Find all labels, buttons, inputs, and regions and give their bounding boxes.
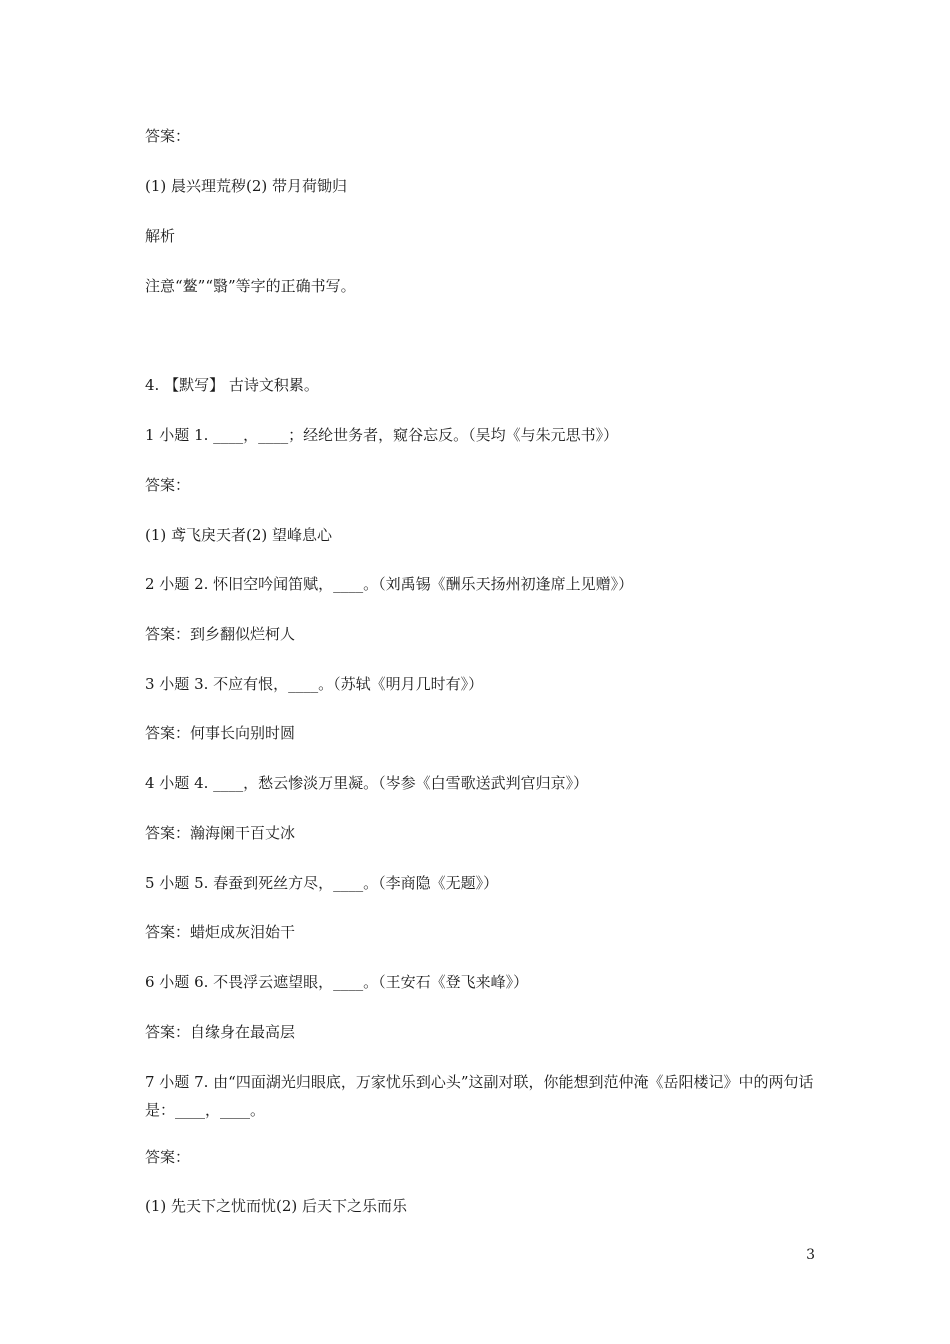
answer-text: 答案：瀚海阑干百丈冰: [145, 824, 296, 842]
subquestion-5: 5 小题 5. 春蚕到死丝方尽，____。（李商隐《无题》）: [145, 874, 499, 892]
subquestion-7: 7 小题 7. 由“四面湖光归眼底，万家忧乐到心头”这副对联，你能想到范仲淹《岳阳楼记》中的两句话是：____，____。: [145, 1073, 814, 1119]
answer-text: 答案：到乡翻似烂柯人: [145, 625, 296, 643]
subquestion-1: 1 小题 1. ____，____；经纶世务者，窥谷忘反。（吴均《与朱元思书》）: [145, 426, 619, 444]
answer-text: 答案：何事长向别时圆: [145, 724, 296, 742]
answer-label: 答案：: [145, 1148, 191, 1166]
subquestion-3: 3 小题 3. 不应有恨，____。（苏轼《明月几时有》）: [145, 675, 484, 693]
page-number: 3: [806, 1247, 815, 1263]
answer-text: (1) 鸢飞戾天者(2) 望峰息心: [145, 526, 333, 544]
answer-text: 答案：自缘身在最高层: [145, 1023, 296, 1041]
question-heading: 4. 【默写】 古诗文积累。: [145, 376, 319, 394]
answer-label: 答案：: [145, 476, 191, 494]
answer-text: 答案：蜡炬成灰泪始干: [145, 923, 296, 941]
analysis-label: 解析: [145, 227, 176, 245]
subquestion-6: 6 小题 6. 不畏浮云遮望眼，____。（王安石《登飞来峰》）: [145, 973, 529, 991]
answer-text: (1) 先天下之忧而忧(2) 后天下之乐而乐: [145, 1197, 408, 1215]
answer-label: 答案：: [145, 127, 191, 145]
subquestion-2: 2 小题 2. 怀旧空吟闻笛赋，____。（刘禹锡《酬乐天扬州初逢席上见赠》）: [145, 575, 634, 593]
answer-text: (1) 晨兴理荒秽(2) 带月荷锄归: [145, 177, 348, 195]
analysis-text: 注意“鳌”“翳”等字的正确书写。: [145, 277, 356, 295]
subquestion-4: 4 小题 4. ____，愁云惨淡万里凝。（岑参《白雪歌送武判官归京》）: [145, 774, 589, 792]
